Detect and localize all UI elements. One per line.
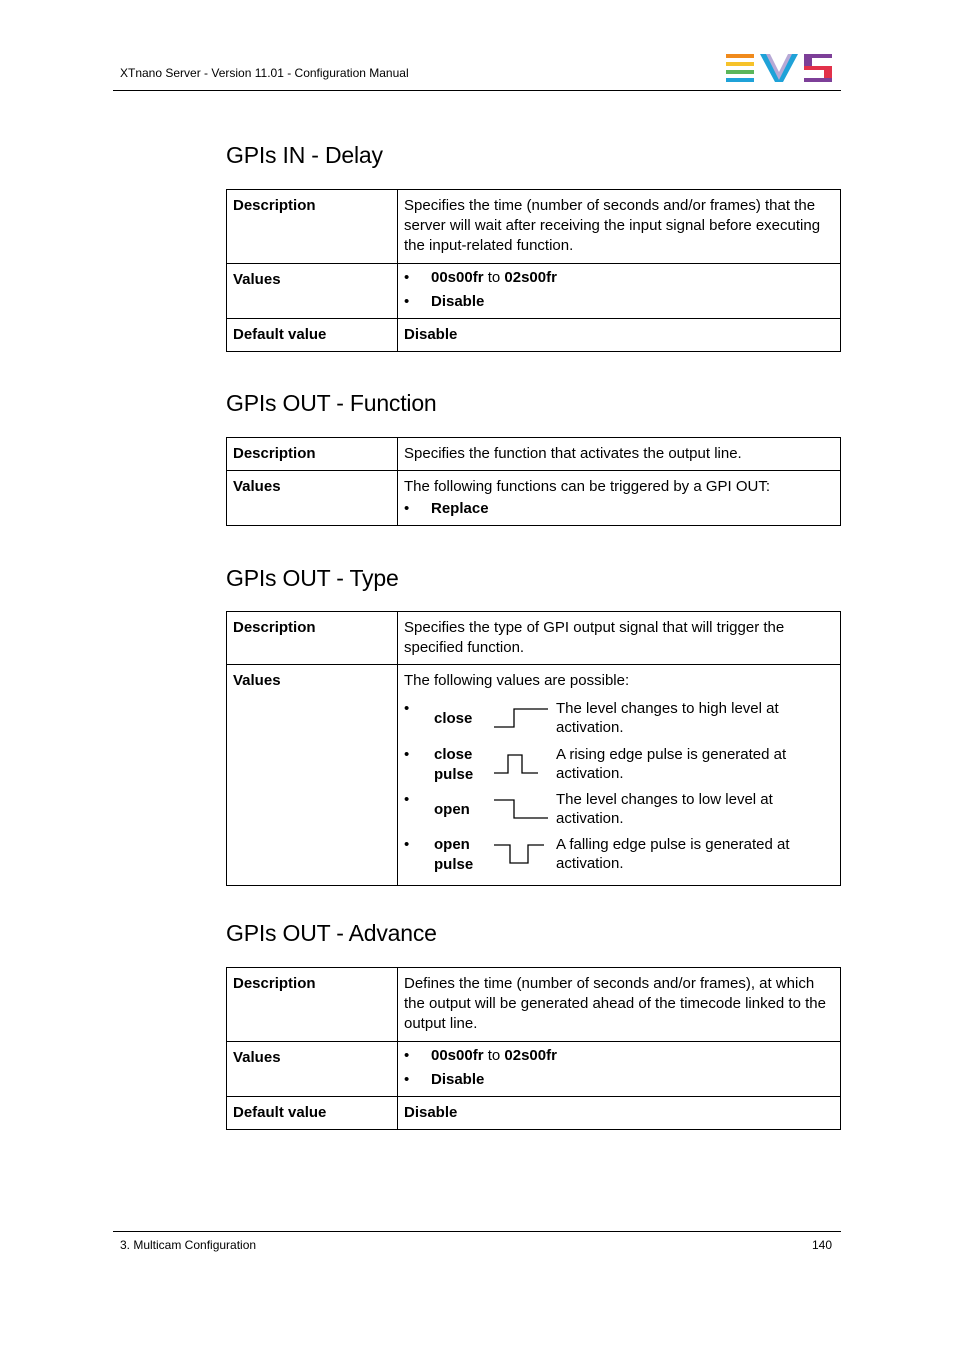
option-name: open [434,801,470,818]
out-type-table [226,611,841,886]
row-label: Values [227,264,398,319]
range-to-word: to [483,1047,505,1064]
header-divider [113,90,841,91]
row-label: Description [227,968,398,1042]
footer-section: 3. Multicam Configuration [120,1238,257,1252]
row-label: Values [227,471,398,526]
row-label: Description [227,612,398,665]
option-name: open pulse [434,836,474,873]
table-row [227,665,841,886]
list-item [404,266,834,290]
falling-step-icon [492,790,556,830]
values-intro: The following functions can be triggered by a GPI OUT: [404,478,771,495]
values-intro: The following values are possible: [404,672,630,689]
document-header-title: XTnano Server - Version 11.01 - Configuration Manual [120,66,409,80]
row-label: Description [227,190,398,264]
rising-step-icon [492,699,556,739]
list-item [404,1068,834,1092]
row-value: Defines the time (number of seconds and/or frames), at which the output will be generated ahead of the timecode linked to the output line. [398,968,841,1042]
table-row [227,438,841,471]
row-value: Disable [398,319,841,352]
row-label: Values [227,665,398,886]
positive-pulse-icon [492,745,556,785]
table-row [227,319,841,352]
range-to: 02s00fr [504,269,557,286]
table-row [227,1042,841,1097]
negative-pulse-icon [492,835,556,875]
range-from: 00s00fr [431,269,484,286]
list-item: • close The level changes to high level at activation. [404,699,834,739]
list-item [404,1044,834,1068]
row-label: Default value [227,319,398,352]
range-to-word: to [483,269,505,286]
row-label: Default value [227,1097,398,1130]
disable-value: Disable [431,293,485,310]
in-delay-table [226,189,841,352]
row-value [398,1042,841,1097]
table-row [227,471,841,526]
range-from: 00s00fr [431,1047,484,1064]
row-value [398,264,841,319]
section-title-out-function: GPIs OUT - Function [226,390,437,416]
row-label: Values [227,1042,398,1097]
option-description: The level changes to low level at activation. [556,791,773,827]
table-row [227,1097,841,1130]
table-row [227,264,841,319]
section-title-out-advance: GPIs OUT - Advance [226,920,437,946]
table-row [227,968,841,1042]
row-value: Specifies the type of GPI output signal that will trigger the specified function. [398,612,841,665]
out-function-table [226,437,841,526]
option-description: A falling edge pulse is generated at activation. [556,836,790,872]
section-title-in-delay: GPIs IN - Delay [226,142,383,168]
page-number: 140 [812,1238,833,1252]
row-value: Specifies the time (number of seconds and/or frames) that the server will wait after receiving the input signal before executing the input-related function. [398,190,841,264]
footer-divider [113,1231,841,1232]
table-row [227,190,841,264]
option-name: close pulse [434,746,474,783]
row-value: Disable [398,1097,841,1130]
list-item: • open The level changes to low level at activation. [404,790,834,830]
disable-value: Disable [431,1071,485,1088]
list-item [404,497,834,521]
table-row [227,612,841,665]
row-value [398,665,841,886]
function-value: Replace [431,500,489,517]
row-value [398,471,841,526]
row-label: Description [227,438,398,471]
range-to: 02s00fr [504,1047,557,1064]
evs-logo [726,54,834,82]
row-value: Specifies the function that activates the output line. [398,438,841,471]
list-item: • open pulse A falling edge pulse is generated at activation. [404,835,834,875]
list-item [404,290,834,314]
section-title-out-type: GPIs OUT - Type [226,565,399,591]
out-advance-table [226,967,841,1130]
option-name: close [434,710,473,727]
option-description: A rising edge pulse is generated at activation. [556,746,787,782]
option-description: The level changes to high level at activation. [556,700,779,736]
list-item: • close pulse A rising edge pulse is generated at activation. [404,745,834,785]
